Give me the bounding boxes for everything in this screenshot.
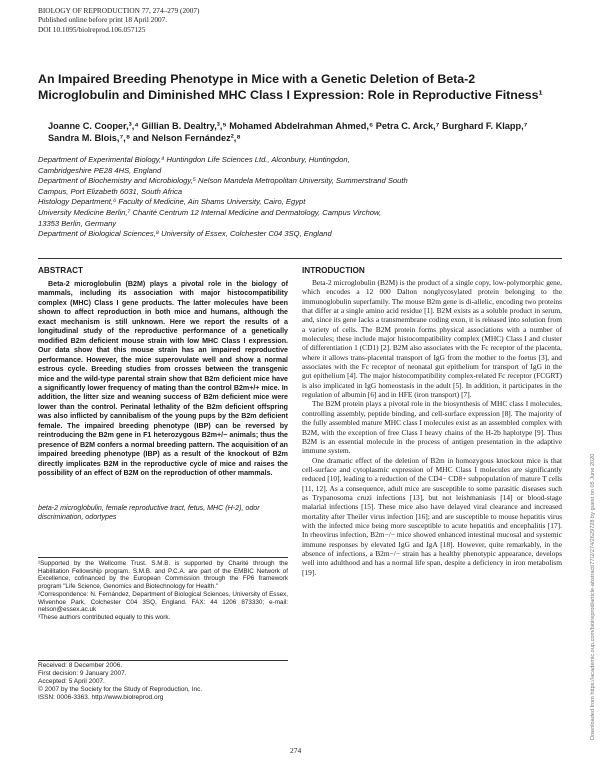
received-divider: [38, 660, 288, 661]
affiliation-line: Department of Biological Sciences,⁸ University of Essex, Colchester C04 3SQ, England: [38, 229, 332, 239]
affiliation-line: Department of Biochemistry and Microbiology,⁵ Nelson Mandela Metropolitan University, Summerstrand South: [38, 176, 408, 186]
intro-paragraph: One dramatic effect of the deletion of B2m in homozygous knockout mice is that cell-surface and cytoplasmic expression of MHC Class I molecules are significantly reduced [10], leading to a reduction of the CD4− CD8+ subpopulation of mature T cells [11, 12]. As a consequence, adult mice are susceptible to some parasitic diseases such as Trypanosoma cruzi infections [13], but not leishmaniasis [14] or blood-stage malarial infections [15]. These mice also have delayed viral clearance and increased mortality after Theiler virus infection [16]; and are susceptible to mouse hepatitis virus with the infected mice being more susceptible to acute hepatitis and encephalitis [17]. In rheovirus infection, B2m−/− mice showed enhanced intestinal mucosal and systemic immune responses by elevated IgG and IgA [18]. However, quite remarkably, in the absence of infections, a B2m−/− strain has a healthy phenotypic appearance, develops well into adulthood and has a normal life span, despite a deficiency in iron metabolism [19].: [302, 455, 562, 577]
affiliation-line: University Medicine Berlin,⁷ Charité Centrum 12 Internal Medicine and Dermatology, Campus Virchow,: [38, 207, 382, 217]
journal-citation: BIOLOGY OF REPRODUCTION 77, 274–279 (2007): [38, 6, 200, 15]
intro-paragraph: The B2M protein plays a pivotal role in the biosynthesis of MHC class I molecules, controlling assembly, peptide binding, and cell-surface expression [8]. The majority of the fully assembled mature MHC class I molecules exist as an assembled complex with B2M, with the exception of free Class I heavy chains of the H-2b haplotype [9]. Thus B2M is an essential molecule in the process of antigen presentation in the adaptive immune system.: [302, 399, 562, 456]
accepted-date: Accepted: 5 April 2007.: [38, 677, 105, 685]
journal-header: [38, 6, 398, 34]
correspondence-footnote: ²Correspondence: N. Fernández, Department of Biological Sciences, University of Essex, Wivenhoe Park, Colchester C04 3SQ, England. FAX: 44 1206 873330; e-mail: nelson@essex.ac.uk: [38, 590, 288, 614]
download-note: Downloaded from https://academic.oup.com/biolreprod/article-abstract/77/2/274/2629728 by guest on 05 June 2020: [590, 453, 596, 740]
abstract-text: Beta-2 microglobulin (B2M) plays a pivotal role in the biology of mammals, including its association with major histocompatibility complex (MHC) Class I gene products. The latter molecules have been shown to affect reproduction in both mice and humans, although the exact mechanism is still unknown. Here we report the results of a longitudinal study of the reproductive performance of a genetically modified B2m deficient mouse strain with low MHC Class I expression. Our data show that this mouse strain has an impaired reproductive performance. However, the mice superovulate well and show a normal estrous cycle. Breeding studies from crosses between the transgenic mice and the wild-type parental strain show that B2m deficient mice have a significantly lower frequency of mating than the control B2m+/+ mice. In addition, the litter size and weaning success of B2m deficient mice were lower than the control. Perinatal lethality of the B2m deficient offspring was also inflicted by cannibalism of the young pups by the B2m deficient female. The impaired breeding phenotype (IBP) can be reversed by reintroducing the B2m gene in F1 heterozygous B2m+/− animals; thus the presence of B2M confers a normal breeding pattern. The acquisition of an impaired breeding phenotype (IBP) as a result of the knockout of B2m directly implicates B2M in the reproductive cycle of mice and raises the possibility of an effect of B2M on the reproduction of other mammals.: [38, 280, 288, 478]
affiliation-line: 13353 Berlin, Germany: [38, 218, 117, 228]
page-number: 274: [290, 746, 302, 755]
article-title: An Impaired Breeding Phenotype in Mice with a Genetic Deletion of Beta-2 Microglobulin and Diminished MHC Class I Expression: Role in Reproductive Fitness¹: [38, 72, 543, 102]
issn: ISSN: 0006-3363. http://www.biolreprod.org: [38, 693, 164, 701]
abstract-heading: ABSTRACT: [38, 266, 84, 275]
affiliations: [38, 155, 558, 240]
affiliation-line: Histology Department,⁶ Faculty of Medicine, Ain Shams University, Cairo, Egypt: [38, 197, 306, 207]
equal-contribution-footnote: ³These authors contributed equally to this work.: [38, 613, 171, 621]
affiliation-line: Cambridgeshire PE28 4HS, England: [38, 165, 162, 175]
introduction-text: [302, 278, 562, 577]
keywords: beta-2 microglobulin, female reproductive tract, fetus, MHC (H-2), odor discrimination, odortypes: [38, 504, 260, 522]
first-decision-date: First decision: 9 January 2007.: [38, 669, 127, 677]
affiliation-line: Department of Experimental Biology,⁴ Huntingdon Life Sciences Ltd., Alconbury, Huntingdon,: [38, 155, 350, 164]
footnote-divider: [38, 557, 288, 558]
footnotes: [38, 560, 288, 622]
received-date: Received: 8 December 2006.: [38, 662, 123, 669]
received-info: [38, 662, 288, 702]
download-watermark: [580, 180, 596, 740]
intro-paragraph: Beta-2 microglobulin (B2M) is the product of a single copy, low-polymorphic gene, which encodes a 12 000 Dalton nonglycosylated protein belonging to the immunoglobulin superfamily. The mouse B2m gene is di-allelic, encoding two proteins that differ at a single amino acid residue [1]. B2M exists as a soluble product in serum, and, since its gene lacks a transmembrane coding exon, it is released into solution from a variety of cells. The B2M protein forms physical associations with a number of molecules; these include major histocompatibility complex (MHC) Class I and cluster of differentiation 1 (CD1) [2]. B2M also associates with the Fc receptor of the placenta, where it allows trans-placental transport of IgG from the mother to the foetus [3], and associates with the Fc receptor of neonatal gut epithelium for transport of IgG in the gut epithelium [4]. The major histocompatibility complex-related Fc receptor (FCGRT) is also implicated in IgG homeostasis in the adult [5]. In addition, it participates in the regulation of albumin [6] and in HFE (iron transport) [7].: [302, 278, 562, 400]
introduction-heading: INTRODUCTION: [302, 266, 365, 275]
doi[interactable]: DOI 10.1095/biolreprod.106.057125: [38, 24, 146, 34]
affiliation-line: Campus, Port Elizabeth 6031, South Africa: [38, 186, 183, 196]
funding-footnote: ¹Supported by the Wellcome Trust. S.M.B. is supported by Charité through the Habilitation Fellowship program. S.M.B. and P.C.A. are part of the EMBIC Network of Excellence, cofinanced by the European Commission through the FP6 framework program "Life Science, Genomics and Biotechnology for Health.": [38, 560, 288, 591]
copyright: © 2007 by the Society for the Study of Reproduction, Inc.: [38, 685, 203, 693]
author-list: Joanne C. Cooper,³,⁴ Gillian B. Dealtry,³,⁵ Mohamed Abdelrahman Ahmed,⁶ Petra C. Arck,⁷ Burghard F. Klapp,⁷ Sandra M. Blois,⁷,⁸ and Nelson Fernández²,⁸: [48, 121, 528, 144]
header-divider: [38, 258, 562, 259]
publication-date: Published online before print 18 April 2007.: [38, 15, 168, 25]
